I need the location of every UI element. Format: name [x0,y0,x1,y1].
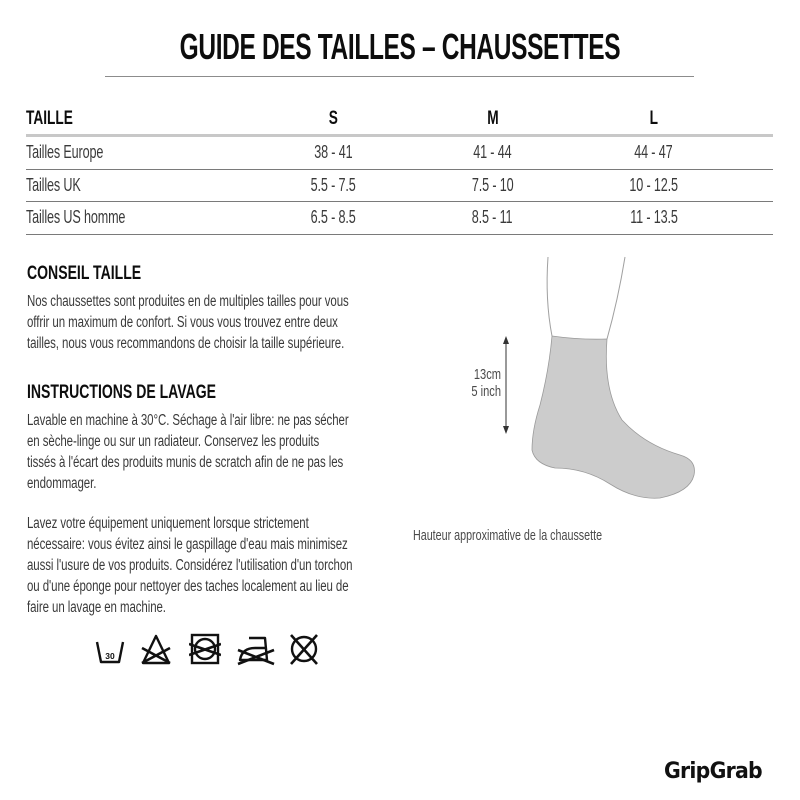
column-header-taille: TAILLE [26,108,73,129]
do-not-dry-clean-icon [288,630,320,670]
table-row [26,202,773,235]
brand-logo: GripGrab [664,759,762,784]
section-title-lavage: INSTRUCTIONS DE LAVAGE [27,381,217,403]
do-not-iron-icon [237,630,275,670]
page-title-text: GUIDE DES TAILLES – CHAUSSETTES [179,26,621,67]
title-divider [105,76,694,77]
svg-text:30: 30 [105,651,115,661]
do-not-tumble-dry-icon [189,630,221,670]
measure-label: 13cm 5 inch [471,366,501,400]
wash-30-icon [95,630,125,670]
column-header-m: M [486,108,499,129]
size-table [26,104,773,235]
cell-l: 11 - 13.5 [629,207,678,228]
page-title [0,26,800,68]
column-header-l: L [649,108,658,129]
arrow-up-icon [503,336,509,344]
lavage-paragraph-1: Lavable en machine à 30°C. Séchage à l'air libre: ne pas sécher en sèche-linge ou sur un radiateur. Conservez les produits tissés à l'écart des produits munis de scratch afin de ne pas les endommager. [27,412,349,492]
cell-s: 6.5 - 8.5 [311,207,356,228]
cell-m: 8.5 - 11 [472,207,513,228]
cell-l: 10 - 12.5 [629,174,678,195]
section-title-conseil: CONSEIL TAILLE [27,262,142,284]
conseil-paragraph: Nos chaussettes sont produites en de multiples tailles pour vous offrir un maximum de confort. Si vous vous trouvez entre deux tailles, nous vous recommandons de choisir la taille supérieure. [27,293,349,352]
row-label: Tailles US homme [26,207,126,228]
arrow-down-icon [503,426,509,434]
sock-caption: Hauteur approximative de la chaussette [413,528,603,544]
care-icons [92,630,332,670]
cell-s: 5.5 - 7.5 [311,174,356,195]
table-row [26,137,773,170]
column-header-s: S [328,108,339,129]
table-header-row [26,104,773,137]
sock-shape [532,336,694,498]
cell-m: 7.5 - 10 [471,174,514,195]
do-not-bleach-icon [140,630,172,670]
cell-m: 41 - 44 [473,142,512,163]
sock-illustration [400,250,720,520]
row-label: Tailles Europe [26,142,104,163]
cell-l: 44 - 47 [634,142,673,163]
lavage-paragraph-2: Lavez votre équipement uniquement lorsque strictement nécessaire: vous évitez ainsi le gaspillage d'eau mais minimisez aussi l'usure de vos produits. Considérez l'utilisation d'un torchon ou d'une éponge pour nettoyer des taches localement au lieu de faire un lavage en machine. [27,515,353,616]
cell-s: 38 - 41 [314,142,353,163]
row-label: Tailles UK [26,174,81,195]
table-row [26,170,773,203]
